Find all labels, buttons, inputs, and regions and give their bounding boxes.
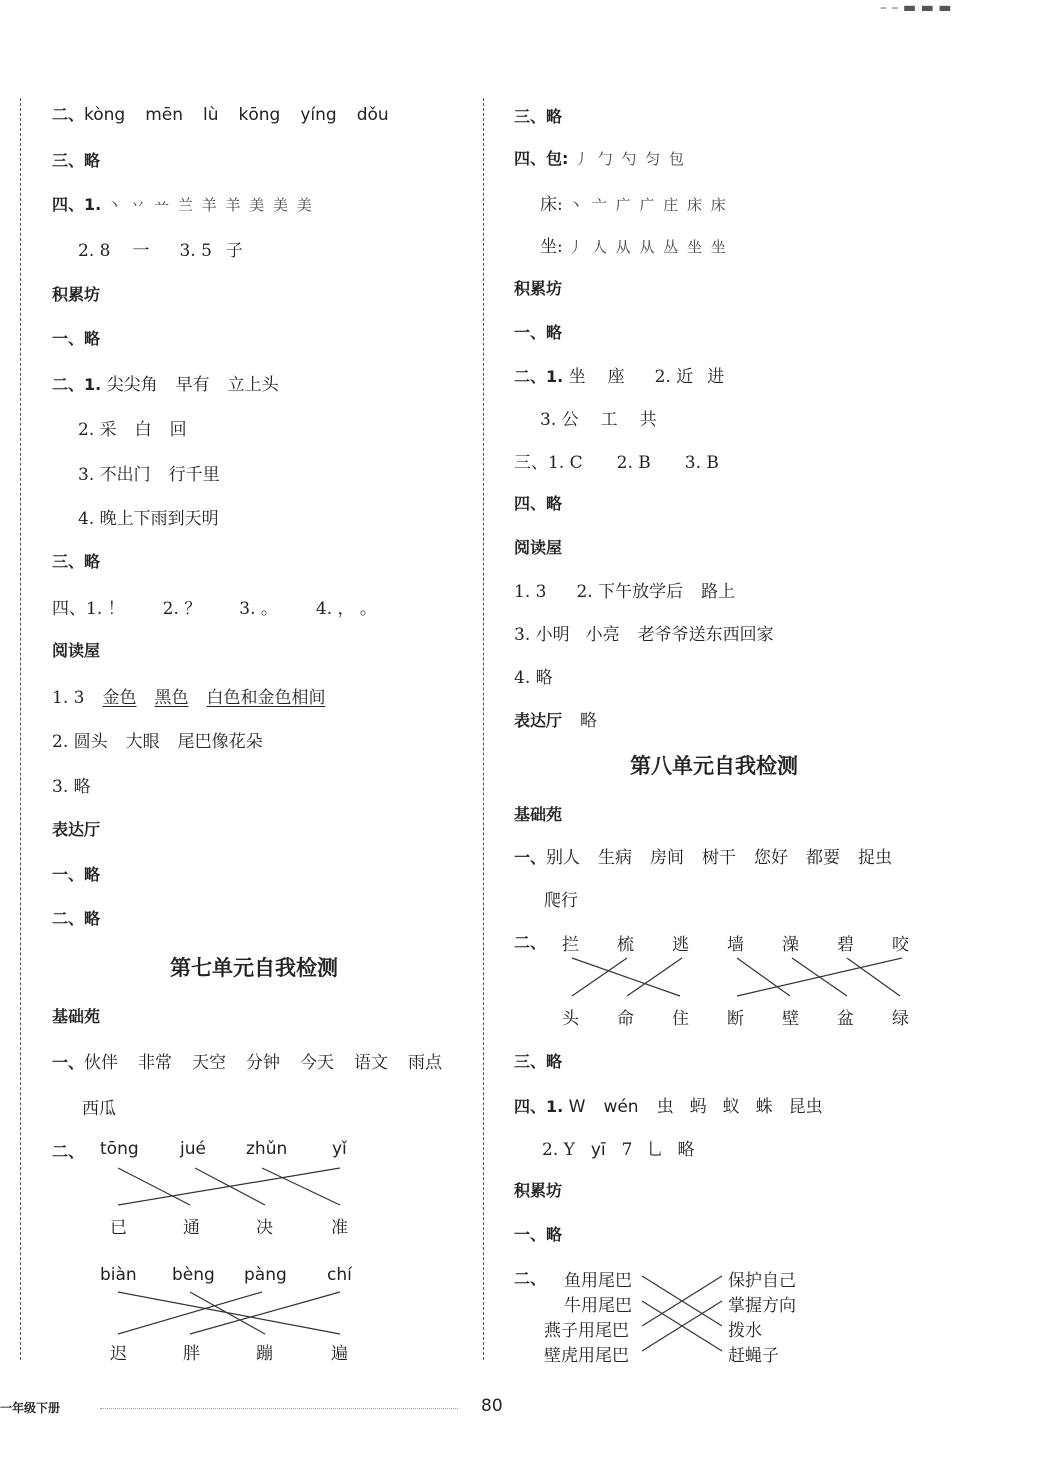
u8-line-3 — [627, 958, 682, 996]
right-section-jichuyuan: 基础苑 — [514, 805, 563, 824]
right-j4: 三、1. C 2. B 3. B — [514, 453, 719, 473]
u8-match-label: 二、 — [514, 933, 547, 952]
u7-pinyin-8: chí — [327, 1265, 352, 1285]
u8-bot-2: 命 — [617, 1009, 634, 1029]
left-j6: 三、略 — [52, 552, 101, 571]
u7-char-5: 迟 — [110, 1344, 127, 1364]
left-answer-4-sub: 2. 8 一 3. 5 子 — [78, 241, 243, 261]
u8-bot-4: 断 — [727, 1009, 744, 1029]
k2-left-2: 牛用尾巴 — [564, 1296, 632, 1316]
u7-char-7: 蹦 — [256, 1344, 273, 1364]
right-j2: 二、1. 坐 座 2. 近 进 — [514, 367, 725, 387]
left-j7: 四、1. ！ 2. ？ 3. 。 4. ， 。 — [52, 599, 377, 619]
u7-line-4 — [262, 1168, 340, 1205]
left-y2: 2. 圆头 大眼 尾巴像花朵 — [52, 732, 263, 752]
u7-line-6 — [190, 1292, 265, 1334]
u8-top-7: 咬 — [892, 935, 909, 955]
u7-char-8: 遍 — [331, 1344, 348, 1364]
u8-l5: 2. Y yī 7 乚 略 — [542, 1140, 695, 1160]
unit7-title: 第七单元自我检测 — [170, 955, 338, 980]
u8-line-7 — [737, 958, 902, 996]
left-j4: 3. 不出门 行千里 — [78, 465, 220, 485]
u8-top-1: 拦 — [562, 935, 579, 955]
section-jileifang: 积累坊 — [52, 285, 101, 304]
u8-top-4: 墙 — [727, 935, 744, 955]
u8-l3: 三、略 — [514, 1052, 563, 1071]
right-biaoda: 表达厅 略 — [514, 711, 598, 731]
u7-char-2: 通 — [183, 1218, 200, 1238]
u8-bot-3: 住 — [672, 1009, 689, 1029]
left-b2: 二、略 — [52, 909, 101, 928]
left-answer-3: 三、略 — [52, 151, 101, 170]
u7-pinyin-7: pàng — [244, 1265, 287, 1285]
k2-left-4: 壁虎用尾巴 — [544, 1346, 629, 1366]
k2-right-2: 掌握方向 — [728, 1296, 796, 1316]
right-section-jileifang-2: 积累坊 — [514, 1181, 563, 1200]
u8-top-5: 澡 — [782, 935, 799, 955]
u7-char-1: 已 — [110, 1218, 127, 1238]
u7-words-line: 一、伙伴 非常 天空 分钟 今天 语文 雨点 — [52, 1053, 443, 1073]
u7-pinyin-5: biàn — [100, 1265, 137, 1285]
right-k2-label: 二、 — [514, 1269, 547, 1288]
right-j3: 3. 公 工 共 — [540, 410, 657, 430]
u8-line-1 — [572, 958, 680, 996]
section-jichuyuan: 基础苑 — [52, 1007, 101, 1026]
u8-bot-1: 头 — [562, 1009, 579, 1029]
right-k1: 一、略 — [514, 1225, 563, 1244]
right-r2: 四、包: 丿 勹 勺 匀 包 — [514, 149, 686, 168]
section-yueduwu: 阅读屋 — [52, 641, 101, 660]
left-j1: 一、略 — [52, 329, 101, 348]
right-y3: 4. 略 — [514, 668, 553, 688]
right-r1: 三、略 — [514, 107, 563, 126]
u8-top-6: 碧 — [837, 935, 854, 955]
u7-char-4: 准 — [331, 1218, 348, 1238]
right-y1: 1. 3 2. 下午放学后 路上 — [514, 582, 736, 602]
left-j2: 二、1. 尖尖角 早有 立上头 — [52, 375, 279, 395]
footer-rule — [100, 1408, 458, 1409]
u7-pinyin-2: jué — [180, 1139, 206, 1159]
u7-pinyin-1: tōng — [100, 1139, 139, 1159]
left-j5: 4. 晚上下雨到天明 — [78, 509, 219, 529]
left-y3: 3. 略 — [52, 777, 91, 797]
u7-pinyin-3: zhǔn — [246, 1139, 288, 1159]
u8-top-3: 逃 — [672, 935, 689, 955]
k2-right-4: 赶蝇子 — [728, 1346, 779, 1366]
right-j1: 一、略 — [514, 323, 563, 342]
header-marks: – – ▬ ▬ ▬ — [880, 0, 952, 16]
right-section-yueduwu: 阅读屋 — [514, 538, 563, 557]
right-r3: 床: 丶 亠 广 广 庄 床 床 — [540, 195, 728, 215]
u7-line-5 — [118, 1292, 340, 1334]
u7-match-label: 二、 — [52, 1142, 85, 1161]
k2-right-3: 拨水 — [728, 1321, 762, 1341]
page-number: 80 — [481, 1396, 503, 1416]
section-biaodating: 表达厅 — [52, 820, 101, 839]
u7-line-3 — [195, 1168, 265, 1205]
left-j3: 2. 采 白 回 — [78, 420, 187, 440]
left-answer-4: 四、1. 丶 丷 䒑 兰 羊 羊 美 美 美 — [52, 195, 314, 214]
k2-left-3: 燕子用尾巴 — [544, 1321, 629, 1341]
footer-book: 一年级下册 — [0, 1401, 61, 1415]
u7-words-cont: 西瓜 — [82, 1099, 116, 1119]
left-b1: 一、略 — [52, 865, 101, 884]
u8-bot-5: 壁 — [782, 1009, 799, 1029]
k2-right-1: 保护自己 — [728, 1271, 796, 1291]
unit8-title: 第八单元自我检测 — [630, 753, 798, 778]
left-line-pinyin: 二、kòng mēn lù kōng yíng dǒu — [52, 105, 389, 125]
k2-left-1: 鱼用尾巴 — [564, 1271, 632, 1291]
u8-l4: 四、1. W wén 虫 蚂 蚁 蛛 昆虫 — [514, 1097, 823, 1117]
u8-bot-7: 绿 — [892, 1009, 909, 1029]
u8-words-cont: 爬行 — [544, 891, 578, 911]
u7-pinyin-4: yǐ — [332, 1139, 347, 1159]
left-y1: 1. 3 金色 黑色 白色和金色相间 — [52, 688, 326, 708]
right-section-jileifang: 积累坊 — [514, 279, 563, 298]
u8-top-2: 梳 — [617, 935, 634, 955]
u8-words-line: 一、别人 生病 房间 树干 您好 都要 捉虫 — [514, 848, 893, 868]
u7-line-7 — [118, 1292, 262, 1334]
u7-char-3: 决 — [256, 1218, 273, 1238]
u7-pinyin-6: bèng — [172, 1265, 215, 1285]
u8-line-6 — [847, 958, 900, 996]
u8-line-2 — [572, 958, 627, 996]
u7-char-6: 胖 — [183, 1344, 200, 1364]
u8-bot-6: 盆 — [837, 1009, 854, 1029]
right-j5: 四、略 — [514, 494, 563, 513]
right-r4: 坐: 丿 人 从 从 丛 坐 坐 — [540, 237, 728, 257]
right-y2: 3. 小明 小亮 老爷爷送东西回家 — [514, 625, 774, 645]
u7-line-8 — [190, 1292, 340, 1334]
